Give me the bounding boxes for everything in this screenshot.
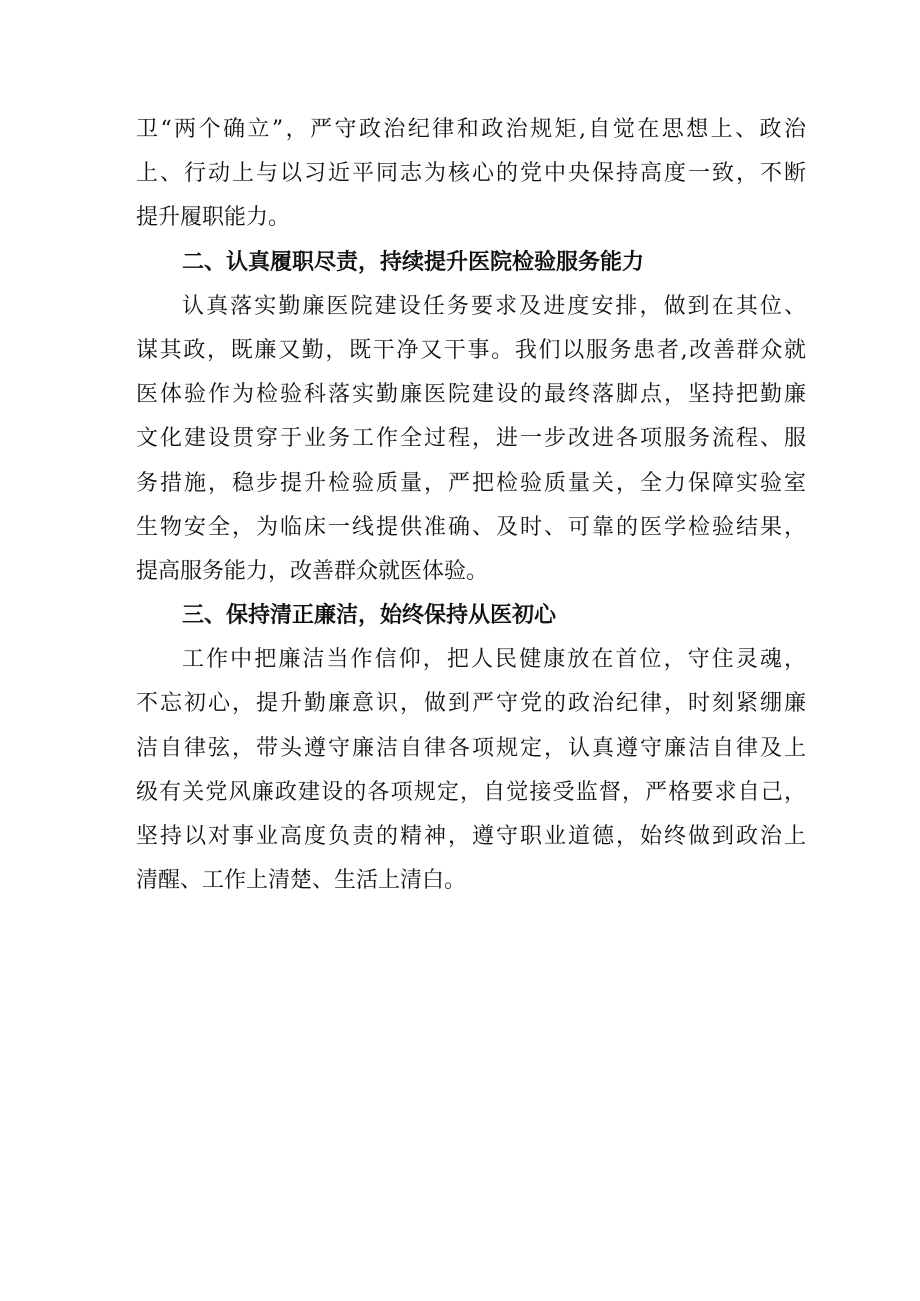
text-line: 工作中把廉洁当作信仰，把人民健康放在首位，守住灵魂，: [182, 647, 806, 673]
text-line: 医体验作为检验科落实勤廉医院建设的最终落脚点，坚持把勤廉: [136, 382, 806, 408]
paragraph-section1-tail: [136, 108, 806, 241]
text-line: 上、行动上与以习近平同志为核心的党中央保持高度一致，不断: [136, 161, 806, 187]
text-line: 坚持以对事业高度负责的精神，遵守职业道德，始终做到政治上: [136, 824, 806, 849]
text-line: 清醒、工作上清楚、生活上清白。: [136, 868, 467, 894]
text-line: 提高服务能力，改善群众就医体验。: [136, 558, 489, 584]
section-heading-3: 三、保持清正廉洁，始终保持从医初心: [182, 603, 557, 629]
text-line: 卫“两个确立”，严守政治纪律和政治规矩,自觉在思想上、政治: [136, 117, 806, 142]
text-line: 谋其政，既廉又勤，既干净又干事。我们以服务患者,改善群众就: [136, 337, 806, 363]
text-line: 不忘初心，提升勤廉意识，做到严守党的政治纪律，时刻紧绷廉: [136, 691, 806, 717]
section-heading-2: 二、认真履职尽责，持续提升医院检验服务能力: [182, 249, 645, 275]
text-line: 洁自律弦，带头遵守廉洁自律各项规定，认真遵守廉洁自律及上: [136, 735, 806, 761]
paragraph-section3: [136, 638, 806, 903]
text-line: 级有关党风廉政建设的各项规定，自觉接受监督，严格要求自己，: [136, 779, 806, 805]
text-line: 提升履职能力。: [136, 205, 291, 231]
document-body: [136, 108, 806, 903]
text-line: 文化建设贯穿于业务工作全过程，进一步改进各项服务流程、服: [136, 426, 806, 452]
text-line: 务措施，稳步提升检验质量，严把检验质量关，全力保障实验室: [136, 470, 806, 496]
text-line: 生物安全，为临床一线提供准确、及时、可靠的医学检验结果，: [136, 514, 806, 540]
paragraph-section2: [136, 285, 806, 594]
text-line: 认真落实勤廉医院建设任务要求及进度安排，做到在其位、: [182, 293, 806, 319]
